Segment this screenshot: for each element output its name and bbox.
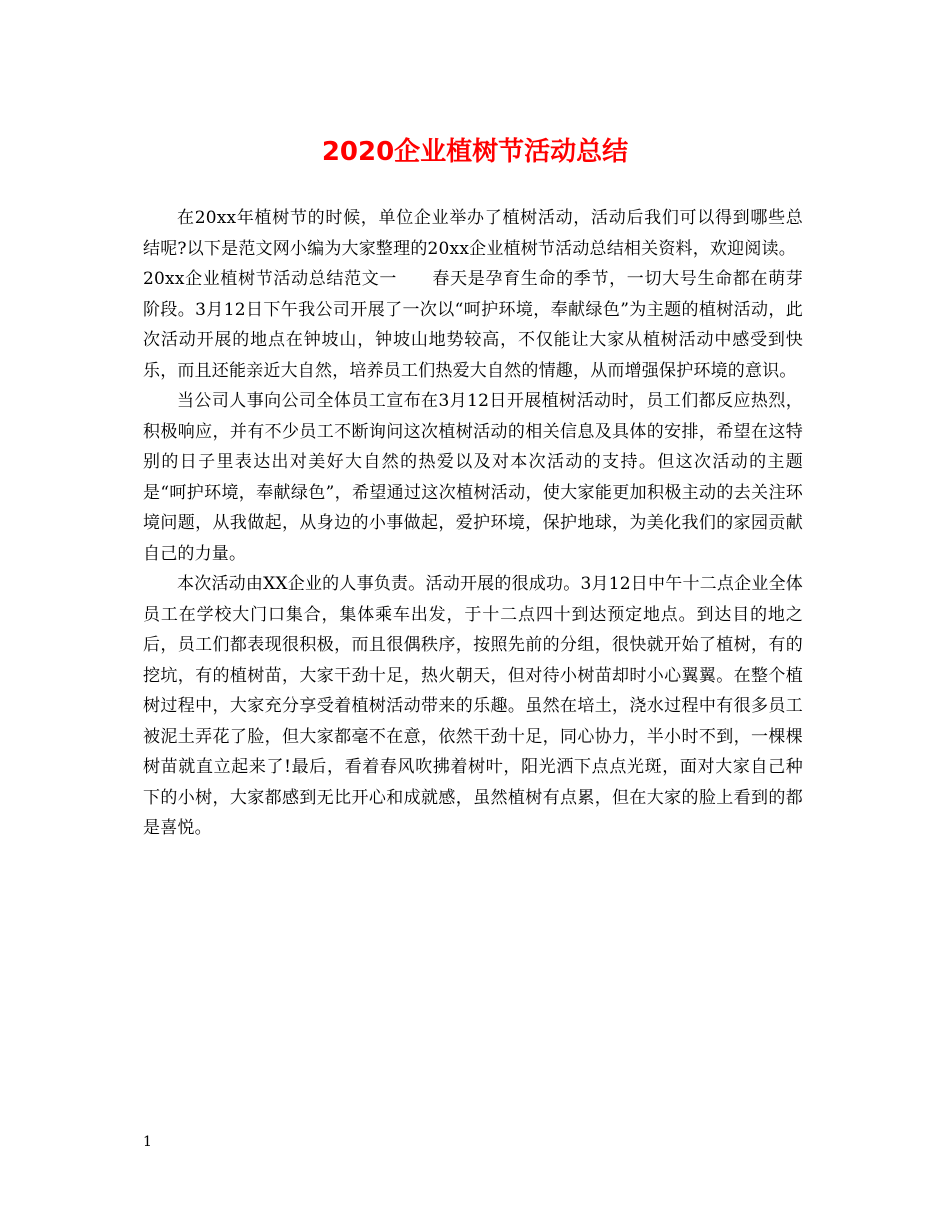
document-title: 2020企业植树节活动总结: [321, 137, 629, 167]
body-paragraph-2: 当公司人事向公司全体员工宣布在3月12日开展植树活动时，员工们都反应热烈，积极响应，并有不少员工不断询问这次植树活动的相关信息及具体的安排，希望在这特别的日子里表达出对美好大自然的热爱以及对本次活动的支持。但这次活动的主题是“呵护环境，奉献绿色”，希望通过这次植树活动，使大家能更加积极主动的去关注环境问题，从我做起，从身边的小事做起，爱护环境，保护地球，为美化我们的家园贡献自己的力量。: [143, 391, 803, 564]
body-paragraph-3: 本次活动由XX企业的人事负责。活动开展的很成功。3月12日中午十二点企业全体员工在学校大门口集合，集体乘车出发，于十二点四十到达预定地点。到达目的地之后，员工们都表现很积极，而且很偶秩序，按照先前的分组，很快就开始了植树，有的挖坑，有的植树苗，大家干劲十足，热火朝天，但对待小树苗却时小心翼翼。在整个植树过程中，大家充分享受着植树活动带来的乐趣。虽然在培土，浇水过程中有很多员工被泥土弄花了脸，但大家都毫不在意，依然干劲十足，同心协力，半小时不到，一棵棵树苗就直立起来了!最后，看着春风吹拂着树叶，阳光洒下点点光斑，面对大家自己种下的小树，大家都感到无比开心和成就感，虽然植树有点累，但在大家的脸上看到的都是喜悦。: [143, 574, 803, 838]
page-number: 1: [143, 1134, 152, 1150]
body-paragraph-1: 20xx企业植树节活动总结范文一 春天是孕育生命的季节，一切大号生命都在萌芽阶段。3月12日下午我公司开展了一次以“呵护环境，奉献绿色”为主题的植树活动，此次活动开展的地点在钟坡山，钟坡山地势较高，不仅能让大家从植树活动中感受到快乐，而且还能亲近大自然，培养员工们热爱大自然的情趣，从而增强保护环境的意识。: [143, 269, 803, 381]
document-body: [143, 203, 803, 844]
intro-paragraph: 在20xx年植树节的时候，单位企业举办了植树活动，活动后我们可以得到哪些总结呢?以下是范文网小编为大家整理的20xx企业植树节活动总结相关资料，欢迎阅读。: [143, 208, 803, 259]
